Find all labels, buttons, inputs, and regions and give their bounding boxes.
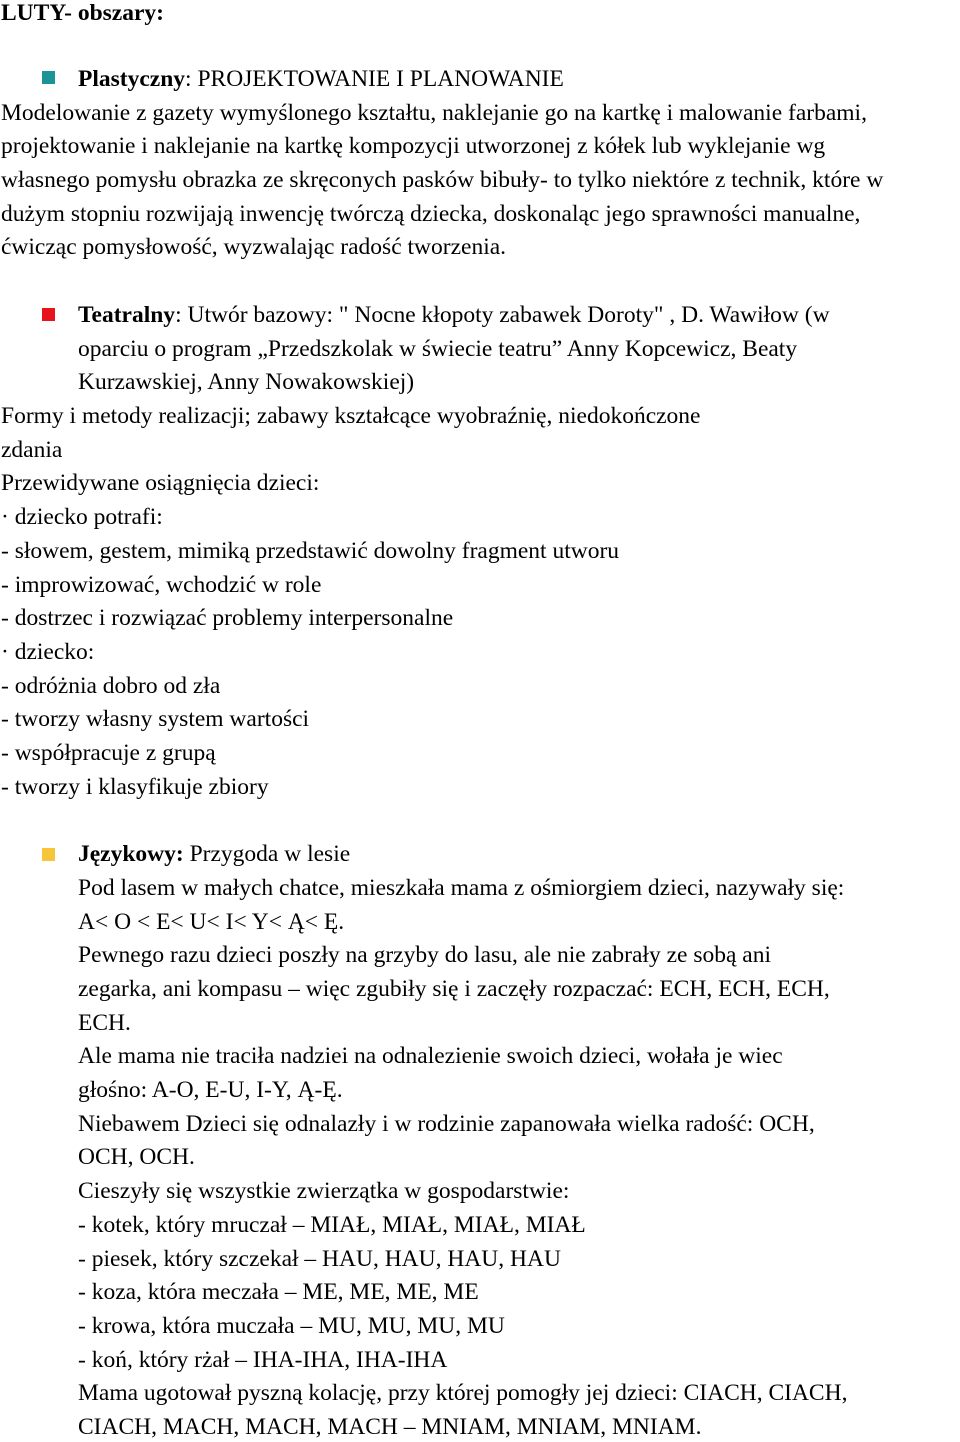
story-line: Niebawem Dzieci się odnalazły i w rodzinie zapanowała wielka radość: OCH, — [78, 1111, 815, 1137]
story-line: Cieszyły się wszystkie zwierzątka w gospodarstwie: — [78, 1178, 570, 1204]
jezykowy-title: Przygoda w lesie — [183, 841, 351, 867]
square-bullet-icon — [42, 308, 55, 321]
story-line: Pod lasem w małych chatce, mieszkała mama z ośmiorgiem dzieci, nazywały się: — [78, 875, 845, 901]
paragraph-line: Modelowanie z gazety wymyślonego kształtu, naklejanie go na kartkę i malowanie farbami, — [1, 100, 867, 126]
story-line: - krowa, która muczała – MU, MU, MU, MU — [78, 1313, 505, 1339]
paragraph-line: projektowanie i naklejanie na kartkę kompozycji utworzonej z kółek lub wyklejanie wg — [1, 133, 826, 159]
paragraph-line: zdania — [1, 437, 63, 463]
list-item: - odróżnia dobro od zła — [1, 673, 221, 699]
plastyczny-title: : PROJEKTOWANIE I PLANOWANIE — [185, 66, 564, 92]
paragraph-line: ćwicząc pomysłowość, wyzwalając radość tworzenia. — [1, 234, 507, 260]
list-item: - dostrzec i rozwiązać problemy interpersonalne — [1, 605, 454, 631]
teatralny-title-line: oparciu o program „Przedszkolak w świecie teatru” Anny Kopcewicz, Beaty — [78, 336, 798, 362]
paragraph-line: Przewidywane osiągnięcia dzieci: — [1, 470, 320, 496]
paragraph-line: Formy i metody realizacji; zabawy kształcące wyobraźnię, niedokończone — [1, 403, 701, 429]
jezykowy-label: Językowy: — [78, 841, 184, 867]
story-line: - piesek, który szczekał – HAU, HAU, HAU, HAU — [78, 1246, 561, 1272]
teatralny-title: : Utwór bazowy: " Nocne kłopoty zabawek Doroty" , D. Wawiłow (w — [175, 302, 830, 328]
list-item: · dziecko potrafi: — [1, 504, 163, 530]
story-line: Ale mama nie traciła nadziei na odnalezienie swoich dzieci, wołała je wiec — [78, 1043, 783, 1069]
plastyczny-heading — [78, 68, 564, 92]
story-line: ECH. — [78, 1010, 131, 1036]
list-item: · dziecko: — [1, 639, 95, 665]
story-line: OCH, OCH. — [78, 1144, 195, 1170]
square-bullet-icon — [42, 71, 55, 84]
paragraph-line: dużym stopniu rozwijają inwencję twórczą dziecka, doskonaląc jego sprawności manualne, — [1, 201, 861, 227]
story-line: głośno: A-O, E-U, I-Y, Ą-Ę. — [78, 1077, 343, 1103]
story-line: Mama ugotował pyszną kolację, przy której pomogły jej dzieci: CIACH, CIACH, — [78, 1380, 848, 1406]
paragraph-line: własnego pomysłu obrazka ze skręconych pasków bibuły- to tylko niektóre z technik, które w — [1, 167, 884, 193]
list-item: - improwizować, wchodzić w role — [1, 572, 322, 598]
story-line: A< O < E< U< I< Y< Ą< Ę. — [78, 909, 345, 935]
story-line: - kotek, który mruczał – MIAŁ, MIAŁ, MIAŁ, MIAŁ — [78, 1212, 586, 1238]
jezykowy-heading — [78, 843, 350, 867]
list-item: - tworzy własny system wartości — [1, 706, 310, 732]
story-line: - koza, która meczała – ME, ME, ME, ME — [78, 1279, 479, 1305]
page-title — [1, 2, 164, 26]
story-line: CIACH, MACH, MACH, MACH – MNIAM, MNIAM, MNIAM. — [78, 1414, 702, 1440]
story-line: zegarka, ani kompasu – więc zgubiły się i zaczęły rozpaczać: ECH, ECH, ECH, — [78, 976, 830, 1002]
story-line: Pewnego razu dzieci poszły na grzyby do lasu, ale nie zabrały ze sobą ani — [78, 942, 771, 968]
teatralny-label: Teatralny — [78, 302, 176, 328]
list-item: - słowem, gestem, mimiką przedstawić dowolny fragment utworu — [1, 538, 620, 564]
page-title-text: LUTY- obszary: — [1, 0, 164, 26]
plastyczny-label: Plastyczny — [78, 66, 186, 92]
teatralny-title-line: Kurzawskiej, Anny Nowakowskiej) — [78, 369, 415, 395]
list-item: - tworzy i klasyfikuje zbiory — [1, 774, 269, 800]
story-line: - koń, który rżał – IHA-IHA, IHA-IHA — [78, 1347, 448, 1373]
square-bullet-icon — [42, 848, 55, 861]
list-item: - współpracuje z grupą — [1, 740, 216, 766]
teatralny-heading — [78, 304, 830, 328]
